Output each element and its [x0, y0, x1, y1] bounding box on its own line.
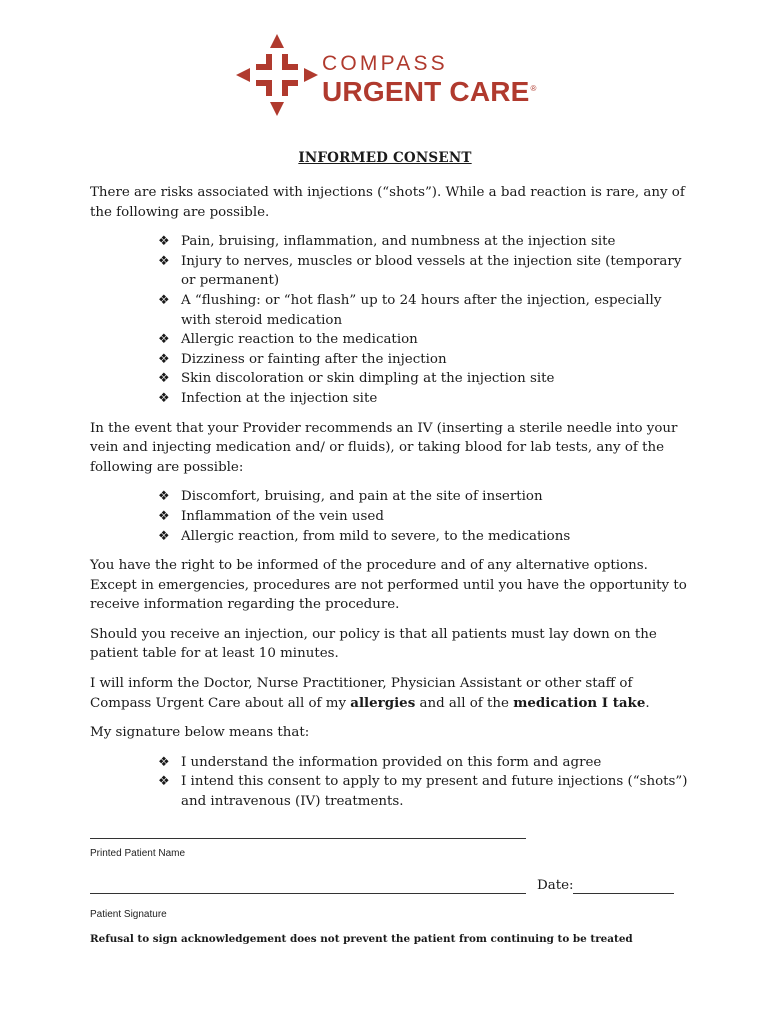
registered-mark: ® — [530, 83, 537, 93]
iv-paragraph: In the event that your Provider recommends an IV (inserting a sterile needle into your vein and injecting medication and/ or fluids), or taking blood for lab tests, any of the following are possible: — [90, 420, 678, 475]
injection-risks-list — [90, 232, 690, 408]
date-label: Date: — [537, 878, 574, 893]
right-to-be-informed-paragraph: You have the right to be informed of the procedure and of any alternative options. Except in emergencies, procedures are not performed until you have the opportunity to receive information regarding the procedure. — [90, 558, 687, 613]
iv-risks-list — [90, 487, 690, 546]
list-item — [158, 527, 690, 547]
list-item-text: Allergic reaction, from mild to severe, to the medications — [181, 528, 571, 544]
signature-label: Patient Signature — [90, 909, 167, 920]
diamond-bullet-icon: ❖ — [158, 234, 170, 250]
document-body — [90, 183, 690, 822]
printed-name-line[interactable] — [90, 838, 526, 839]
list-item — [158, 252, 690, 291]
diamond-bullet-icon: ❖ — [158, 489, 170, 505]
diamond-bullet-icon: ❖ — [158, 508, 170, 524]
list-item-text: A “flushing: or “hot flash” up to 24 hours after the injection, especially with steroid medication — [181, 292, 662, 328]
list-item-text: Allergic reaction to the medication — [181, 332, 418, 348]
diamond-bullet-icon: ❖ — [158, 528, 170, 544]
list-item — [158, 772, 690, 811]
list-item — [158, 330, 690, 350]
diamond-bullet-icon: ❖ — [158, 774, 170, 790]
list-item-text: I understand the information provided on this form and agree — [181, 754, 602, 770]
printed-name-label: Printed Patient Name — [90, 848, 186, 859]
list-item — [158, 291, 690, 330]
signature-line[interactable] — [90, 893, 526, 894]
list-item — [158, 753, 690, 773]
diamond-bullet-icon: ❖ — [158, 332, 170, 348]
injection-policy-paragraph: Should you receive an injection, our policy is that all patients must lay down on the patient table for at least 10 minutes. — [90, 626, 657, 662]
diamond-bullet-icon: ❖ — [158, 371, 170, 387]
intro-paragraph: There are risks associated with injections (“shots”). While a bad reaction is rare, any of the following are possible. — [90, 185, 685, 220]
allergies-emphasis: allergies — [350, 694, 416, 711]
list-item-text: Inflammation of the vein used — [181, 508, 384, 524]
medication-emphasis: medication I take — [513, 694, 646, 711]
diamond-bullet-icon: ❖ — [158, 390, 170, 406]
diamond-bullet-icon: ❖ — [158, 351, 170, 367]
list-item-text: I intend this consent to apply to my present and future injections (“shots”) and intravenous (IV) treatments. — [181, 774, 688, 810]
diamond-bullet-icon: ❖ — [158, 754, 170, 770]
list-item — [158, 350, 690, 370]
brand-name-top: COMPASS — [322, 52, 448, 75]
list-item-text: Injury to nerves, muscles or blood vessels at the injection site (temporary or permanent) — [181, 253, 682, 289]
diamond-bullet-icon: ❖ — [158, 253, 170, 269]
date-line[interactable] — [573, 893, 674, 894]
inform-staff-text: I will inform the Doctor, Nurse Practitioner, Physician Assistant or other staff of Compass Urgent Care about all of my — [90, 676, 633, 711]
list-item-text: Infection at the injection site — [181, 390, 378, 406]
list-item — [158, 389, 690, 409]
signature-points-list — [90, 753, 690, 812]
signature-means-paragraph: My signature below means that: — [90, 725, 310, 741]
list-item-text: Pain, bruising, inflammation, and numbness at the injection site — [181, 234, 616, 250]
list-item-text: Skin discoloration or skin dimpling at the injection site — [181, 371, 555, 387]
diamond-bullet-icon: ❖ — [158, 292, 170, 308]
list-item — [158, 232, 690, 252]
brand-name-bottom-text: URGENT CARE — [322, 76, 530, 107]
inform-staff-text: . — [645, 695, 650, 711]
brand-name-bottom — [322, 76, 537, 108]
list-item — [158, 487, 690, 507]
list-item — [158, 369, 690, 389]
list-item-text: Discomfort, bruising, and pain at the site of insertion — [181, 489, 543, 505]
compass-cross-icon — [236, 34, 318, 116]
inform-staff-text: and all of the — [415, 695, 514, 711]
company-logo — [236, 34, 546, 118]
document-title: INFORMED CONSENT — [298, 150, 472, 166]
list-item-text: Dizziness or fainting after the injection — [181, 351, 447, 367]
refusal-note: Refusal to sign acknowledgement does not prevent the patient from continuing to be treated — [90, 933, 633, 945]
list-item — [158, 507, 690, 527]
inform-staff-paragraph — [90, 674, 690, 713]
